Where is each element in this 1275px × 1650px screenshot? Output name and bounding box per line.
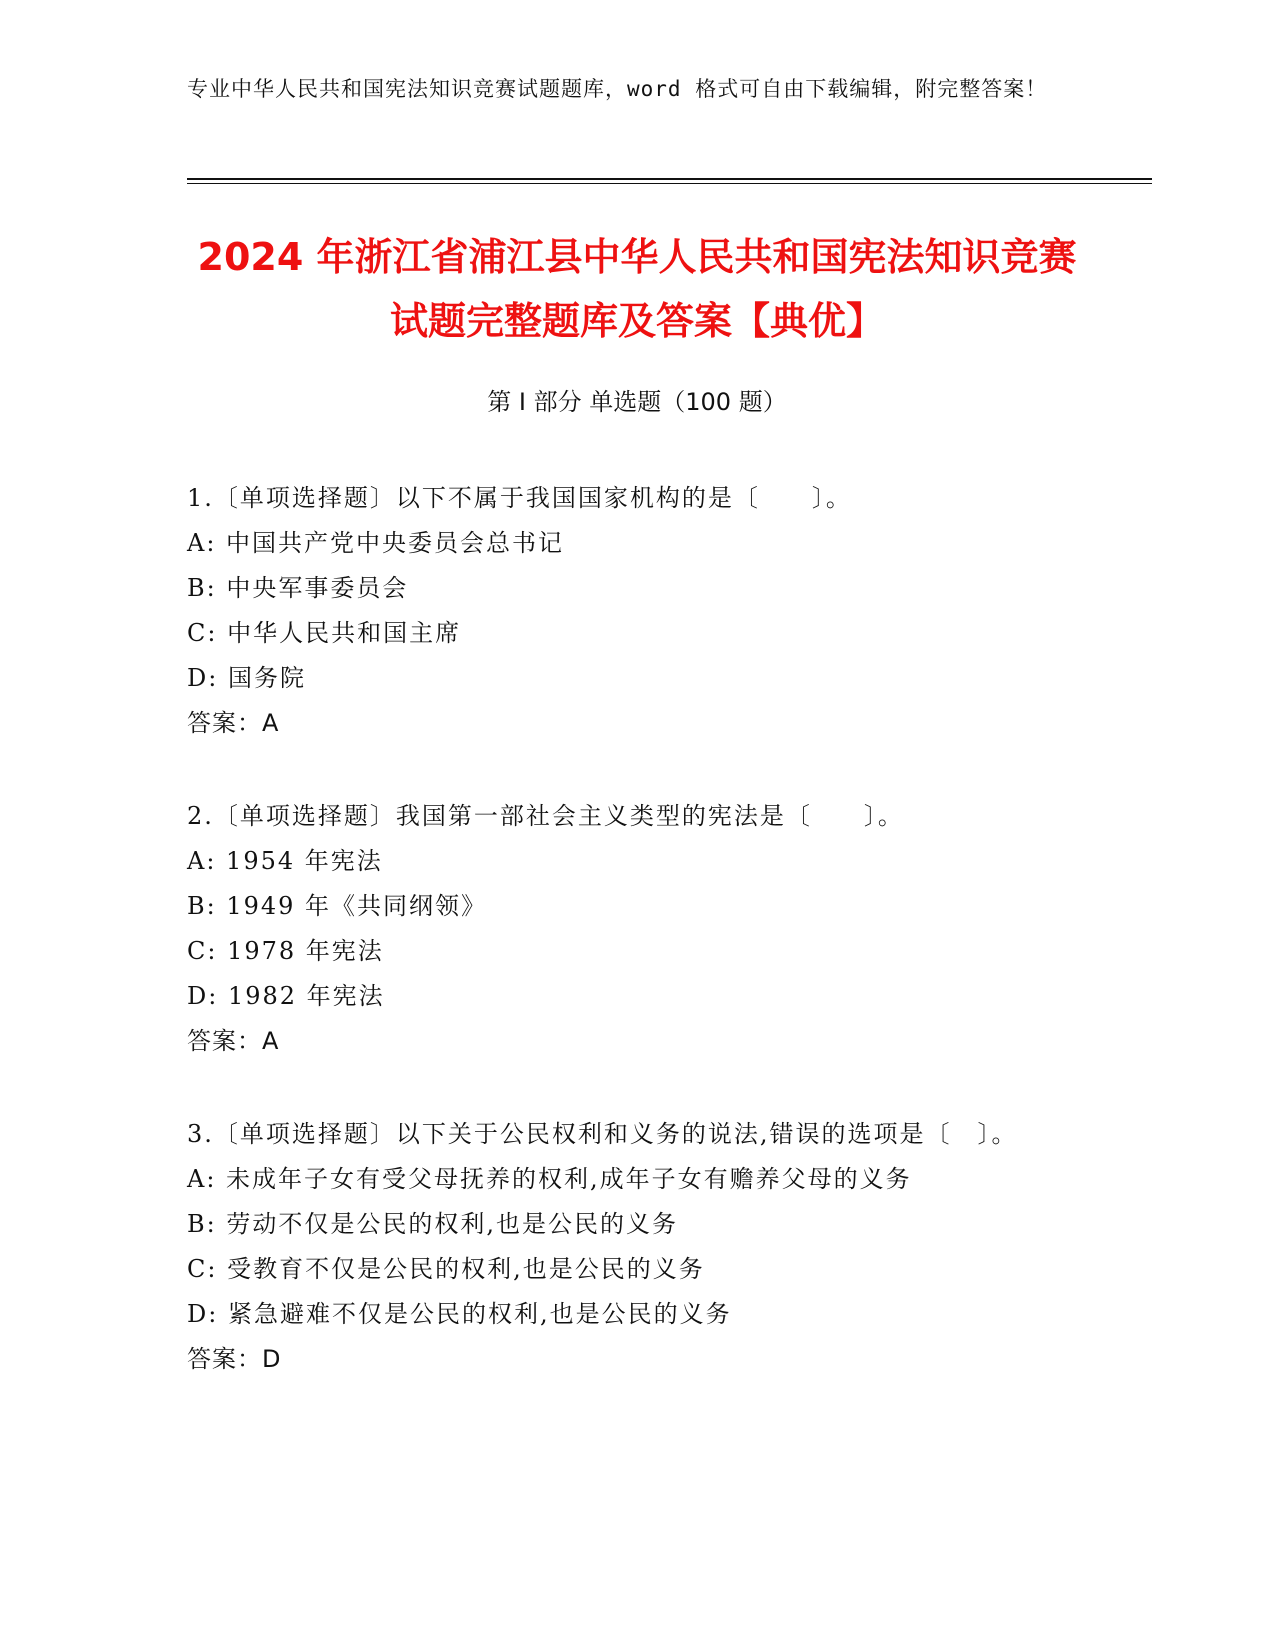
document-title: 2024 年浙江省浦江县中华人民共和国宪法知识竞赛试题完整题库及答案【典优】 bbox=[197, 235, 1077, 343]
answer: 答案：D bbox=[187, 1345, 282, 1373]
question-block bbox=[187, 476, 1067, 746]
question-block bbox=[187, 794, 1067, 1064]
option-b: B: 劳动不仅是公民的权利,也是公民的义务 bbox=[187, 1210, 678, 1238]
header-note: 专业中华人民共和国宪法知识竞赛试题题库，word 格式可自由下载编辑，附完整答案！ bbox=[187, 77, 1048, 101]
header-rule-thick bbox=[187, 178, 1152, 180]
option-a: A: 未成年子女有受父母抚养的权利,成年子女有赡养父母的义务 bbox=[187, 1165, 912, 1193]
option-d: D: 1982 年宪法 bbox=[187, 982, 385, 1010]
option-c: C: 1978 年宪法 bbox=[187, 937, 384, 965]
option-a: A: 1954 年宪法 bbox=[187, 847, 383, 875]
option-a: A: 中国共产党中央委员会总书记 bbox=[187, 529, 565, 557]
option-c: C: 受教育不仅是公民的权利,也是公民的义务 bbox=[187, 1255, 705, 1283]
question-stem: 2.〔单项选择题〕我国第一部社会主义类型的宪法是〔 〕。 bbox=[187, 802, 904, 830]
header-rule-thin bbox=[187, 183, 1152, 184]
question-stem: 1.〔单项选择题〕以下不属于我国国家机构的是〔 〕。 bbox=[187, 484, 852, 512]
option-c: C: 中华人民共和国主席 bbox=[187, 619, 462, 647]
option-d: D: 国务院 bbox=[187, 664, 306, 692]
answer: 答案：A bbox=[187, 709, 280, 737]
section-title: 第 I 部分 单选题（100 题） bbox=[487, 388, 787, 416]
question-block bbox=[187, 1112, 1067, 1382]
option-b: B: 1949 年《共同纲领》 bbox=[187, 892, 488, 920]
option-b: B: 中央军事委员会 bbox=[187, 574, 409, 602]
question-stem: 3.〔单项选择题〕以下关于公民权利和义务的说法,错误的选项是〔 〕。 bbox=[187, 1120, 1018, 1148]
answer: 答案：A bbox=[187, 1027, 280, 1055]
option-d: D: 紧急避难不仅是公民的权利,也是公民的义务 bbox=[187, 1300, 732, 1328]
